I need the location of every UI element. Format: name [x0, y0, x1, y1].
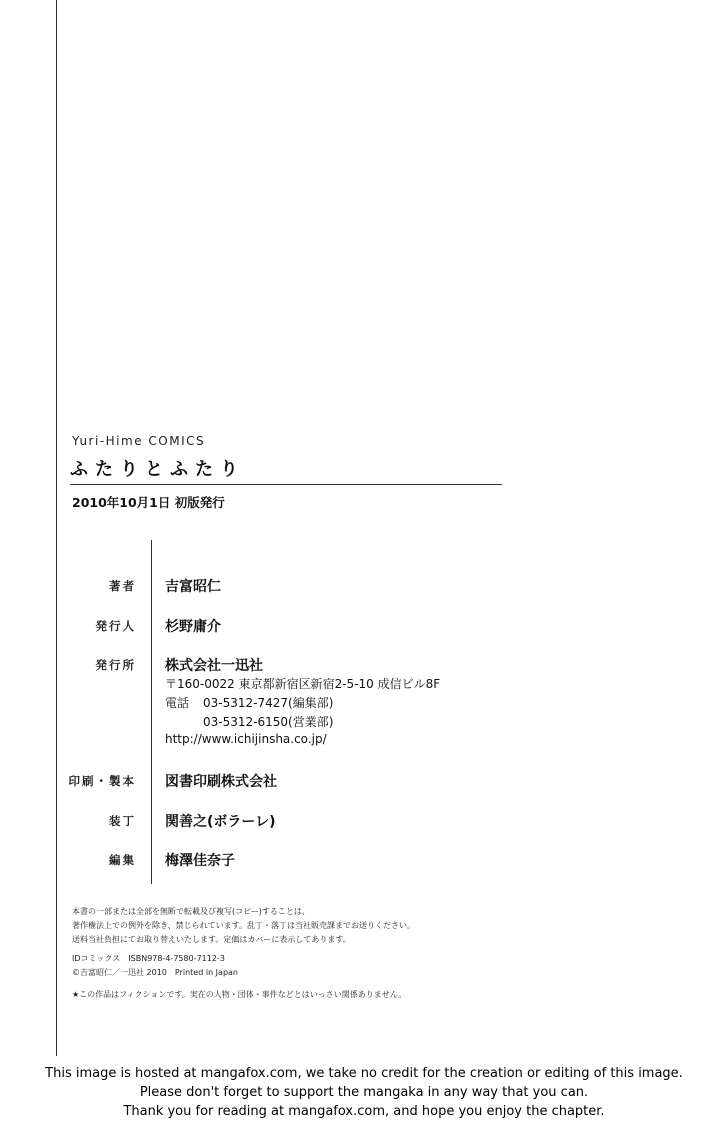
title-rule — [70, 484, 502, 485]
book-title: ふたりとふたり — [70, 459, 245, 480]
publish-date: 2010年10月1日 初版発行 — [72, 495, 225, 510]
notice-line-2: 著作権法上での例外を除き、禁じられています。乱丁・落丁は当社販売課までお送りください。 — [72, 921, 416, 930]
publisher-address: 〒160-0022 東京都新宿区新宿2-5-10 成信ビル8F — [165, 677, 441, 691]
hosting-line-1: This image is hosted at mangafox.com, we take no credit for the creation or editing of this image. — [45, 1066, 683, 1081]
credits-divider — [151, 540, 152, 884]
issuer-label: 発行人 — [95, 619, 136, 633]
copyright-line: ©吉富昭仁／一迅社 2010 Printed in Japan — [72, 968, 238, 977]
phone-editorial: 03-5312-7427(編集部) — [203, 696, 334, 710]
phone-sales: 03-5312-6150(営業部) — [203, 715, 334, 729]
notice-line-1: 本書の一部または全部を無断で転載及び複写(コピー)することは、 — [72, 907, 310, 916]
hosting-line-3: Thank you for reading at mangafox.com, and hope you enjoy the chapter. — [123, 1104, 605, 1119]
phone-label: 電話 — [165, 696, 190, 710]
publisher-url: http://www.ichijinsha.co.jp/ — [165, 732, 327, 746]
page-left-rule — [56, 0, 57, 1056]
editor-label: 編集 — [109, 853, 136, 867]
series-name: Yuri-Hime COMICS — [72, 434, 206, 448]
design-label: 装丁 — [109, 814, 136, 828]
printer-label: 印刷・製本 — [68, 774, 136, 788]
printer-value: 図書印刷株式会社 — [165, 774, 277, 790]
issuer-value: 杉野庸介 — [165, 619, 221, 635]
author-label: 著者 — [109, 579, 136, 593]
publisher-value: 株式会社一迅社 — [165, 658, 263, 674]
design-value: 関善之(ボラーレ) — [165, 814, 276, 830]
notice-line-3: 送料当社負担にてお取り替えいたします。定価はカバーに表示してあります。 — [72, 935, 351, 944]
editor-value: 梅澤佳奈子 — [165, 853, 235, 869]
publisher-label: 発行所 — [95, 658, 136, 672]
hosting-line-2: Please don't forget to support the mangaka in any way that you can. — [139, 1085, 589, 1100]
fiction-disclaimer: ★この作品はフィクションです。実在の人物・団体・事件などとはいっさい関係ありません。 — [72, 990, 407, 999]
isbn-line: IDコミックス ISBN978-4-7580-7112-3 — [72, 954, 225, 963]
author-value: 吉富昭仁 — [165, 579, 221, 595]
